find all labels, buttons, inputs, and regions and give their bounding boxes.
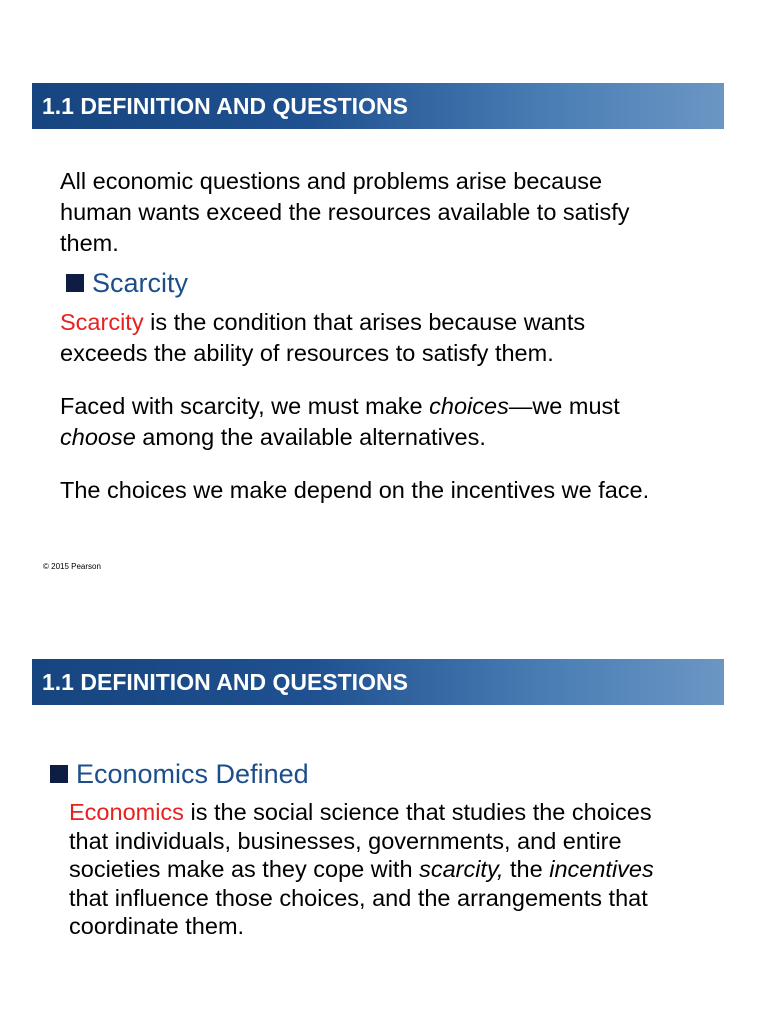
slide-1-banner-title: 1.1 DEFINITION AND QUESTIONS bbox=[42, 92, 408, 119]
slide-2-banner-title: 1.1 DEFINITION AND QUESTIONS bbox=[42, 668, 408, 695]
economics-definition: Economics is the social science that studies the choices that individuals, businesses, governments, and entire societies make as they cope with scarcity, the incentives that influence those choices, and the arrangements that coordinate them. bbox=[69, 799, 654, 939]
scarcity-heading: Scarcity bbox=[66, 267, 188, 299]
incentives-paragraph: The choices we make depend on the incentives we face. bbox=[60, 477, 650, 503]
slide-1-intro: All economic questions and problems arise because human wants exceed the resources available to satisfy them. bbox=[60, 168, 630, 256]
copyright-note: © 2015 Pearson bbox=[43, 562, 101, 571]
slide-1-banner bbox=[32, 83, 724, 129]
slide-2-banner bbox=[32, 659, 724, 705]
choices-paragraph: Faced with scarcity, we must make choices—we must choose among the available alternatives. bbox=[60, 393, 620, 450]
economics-defined-heading: Economics Defined bbox=[50, 758, 309, 790]
economics-term: Economics bbox=[69, 799, 184, 825]
scarcity-term: Scarcity bbox=[60, 309, 144, 335]
scarcity-definition: Scarcity is the condition that arises because wants exceeds the ability of resources to satisfy them. bbox=[60, 309, 586, 366]
bullet-square-icon bbox=[66, 274, 84, 292]
bullet-square-icon bbox=[50, 765, 68, 783]
